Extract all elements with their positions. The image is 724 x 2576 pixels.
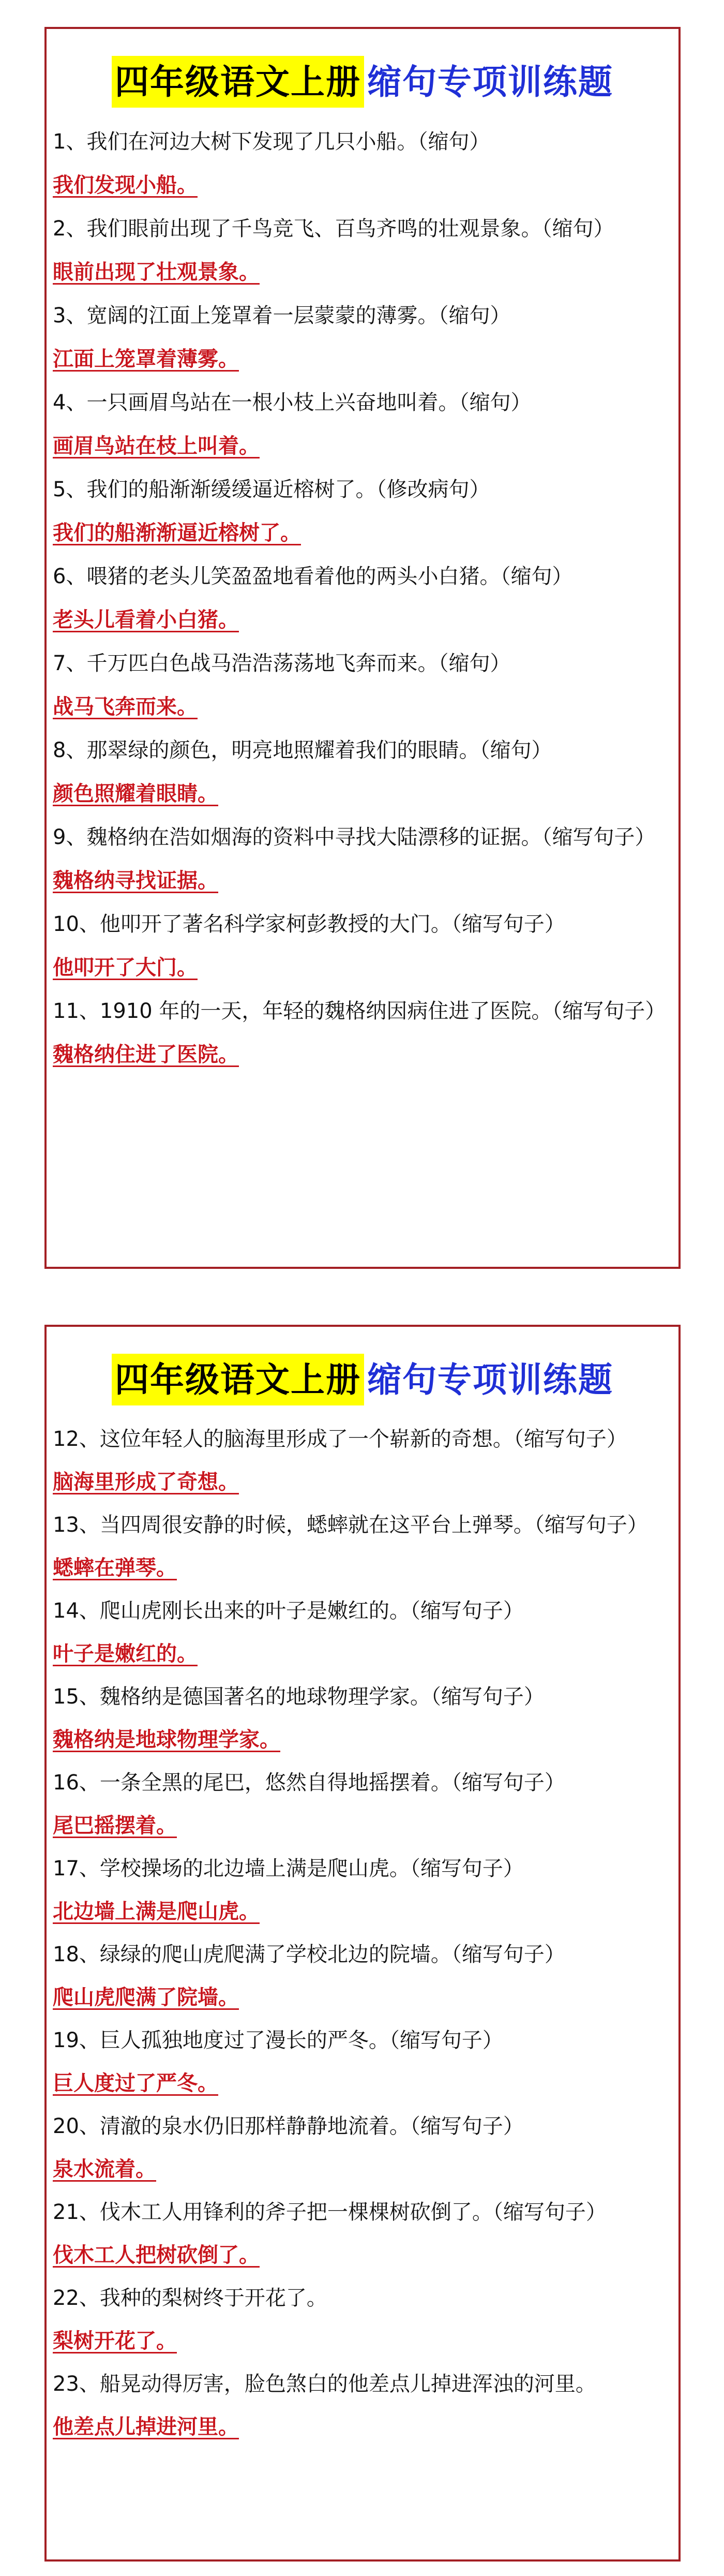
question-7: 7、千万匹白色战马浩浩荡荡地飞奔而来。（缩句） — [53, 652, 511, 675]
question-14: 14、爬山虎刚长出来的叶子是嫩红的。（缩写句子） — [53, 1599, 524, 1623]
question-19: 19、巨人孤独地度过了漫长的严冬。（缩写句子） — [53, 2029, 503, 2052]
question-4: 4、一只画眉鸟站在一根小枝上兴奋地叫着。（缩句） — [53, 391, 532, 414]
question-21: 21、伐木工人用锋利的斧子把一棵棵树砍倒了。（缩写句子） — [53, 2200, 607, 2224]
exercise-item-9 — [53, 816, 670, 902]
exercise-item-23 — [53, 2363, 670, 2449]
exercise-item-12 — [53, 1418, 670, 1504]
worksheet-page-1 — [44, 27, 681, 1269]
answer-6: 老头儿看着小白猪。 — [53, 608, 239, 632]
page-title — [47, 1354, 678, 1405]
exercise-item-4 — [53, 381, 670, 468]
question-18: 18、绿绿的爬山虎爬满了学校北边的院墙。（缩写句子） — [53, 1943, 565, 1966]
exercise-item-14 — [53, 1590, 670, 1676]
answer-12: 脑海里形成了奇想。 — [53, 1470, 239, 1494]
question-8: 8、那翠绿的颜色，明亮地照耀着我们的眼睛。（缩句） — [53, 738, 552, 762]
page-title — [47, 56, 678, 108]
answer-13: 蟋蟀在弹琴。 — [53, 1556, 177, 1580]
exercise-item-6 — [53, 555, 670, 642]
answer-4: 画眉鸟站在枝上叫着。 — [53, 434, 260, 458]
exercise-item-20 — [53, 2105, 670, 2191]
answer-1: 我们发现小船。 — [53, 173, 198, 197]
answer-8: 颜色照耀着眼睛。 — [53, 782, 218, 806]
answer-14: 叶子是嫩红的。 — [53, 1642, 198, 1666]
exercise-item-11 — [53, 989, 670, 1076]
answer-17: 北边墙上满是爬山虎。 — [53, 1900, 260, 1923]
question-6: 6、喂猪的老头儿笑盈盈地看着他的两头小白猪。（缩句） — [53, 565, 573, 588]
exercise-item-7 — [53, 642, 670, 729]
question-15: 15、魏格纳是德国著名的地球物理学家。（缩写句子） — [53, 1685, 545, 1709]
exercise-item-10 — [53, 902, 670, 989]
worksheet-page-2 — [44, 1325, 681, 2562]
question-20: 20、清澈的泉水仍旧那样静静地流着。（缩写句子） — [53, 2114, 524, 2138]
question-3: 3、宽阔的江面上笼罩着一层蒙蒙的薄雾。（缩句） — [53, 304, 511, 328]
question-2: 2、我们眼前出现了千鸟竞飞、百鸟齐鸣的壮观景象。（缩句） — [53, 217, 614, 241]
answer-23: 他差点儿掉进河里。 — [53, 2415, 239, 2439]
answer-2: 眼前出现了壮观景象。 — [53, 260, 260, 284]
exercise-item-8 — [53, 729, 670, 816]
answer-16: 尾巴摇摆着。 — [53, 1814, 177, 1838]
answer-22: 梨树开花了。 — [53, 2329, 177, 2353]
question-16: 16、一条全黑的尾巴，悠然自得地摇摆着。（缩写句子） — [53, 1771, 565, 1795]
title-rest: 缩句专项训练题 — [367, 62, 613, 102]
exercise-item-16 — [53, 1761, 670, 1847]
exercise-item-3 — [53, 294, 670, 381]
exercise-item-18 — [53, 1933, 670, 2019]
question-5: 5、我们的船渐渐缓缓逼近榕树了。（修改病句） — [53, 478, 490, 501]
exercise-item-19 — [53, 2019, 670, 2105]
question-10: 10、他叩开了著名科学家柯彭教授的大门。（缩写句子） — [53, 912, 565, 936]
answer-10: 他叩开了大门。 — [53, 956, 198, 980]
answer-5: 我们的船渐渐逼近榕树了。 — [53, 521, 301, 545]
answer-19: 巨人度过了严冬。 — [53, 2071, 218, 2095]
answer-15: 魏格纳是地球物理学家。 — [53, 1728, 280, 1752]
title-rest: 缩句专项训练题 — [367, 1359, 613, 1400]
answer-3: 江面上笼罩着薄雾。 — [53, 347, 239, 371]
exercise-item-13 — [53, 1504, 670, 1590]
exercise-item-22 — [53, 2277, 670, 2363]
question-17: 17、学校操场的北边墙上满是爬山虎。（缩写句子） — [53, 1857, 524, 1881]
question-1: 1、我们在河边大树下发现了几只小船。（缩句） — [53, 130, 490, 154]
answer-20: 泉水流着。 — [53, 2157, 156, 2181]
exercise-item-21 — [53, 2191, 670, 2277]
answer-21: 伐木工人把树砍倒了。 — [53, 2243, 260, 2267]
exercise-list — [53, 1418, 670, 2449]
question-13: 13、当四周很安静的时候，蟋蟀就在这平台上弹琴。（缩写句子） — [53, 1513, 648, 1537]
answer-18: 爬山虎爬满了院墙。 — [53, 1986, 239, 2009]
answer-9: 魏格纳寻找证据。 — [53, 869, 218, 893]
question-9: 9、魏格纳在浩如烟海的资料中寻找大陆漂移的证据。（缩写句子） — [53, 825, 656, 849]
question-12: 12、这位年轻人的脑海里形成了一个崭新的奇想。（缩写句子） — [53, 1427, 627, 1451]
exercise-item-1 — [53, 120, 670, 207]
exercise-item-5 — [53, 468, 670, 555]
exercise-list — [53, 120, 670, 1076]
answer-11: 魏格纳住进了医院。 — [53, 1043, 239, 1067]
answer-7: 战马飞奔而来。 — [53, 695, 198, 719]
question-23: 23、船晃动得厉害，脸色煞白的他差点儿掉进浑浊的河里。 — [53, 2372, 596, 2396]
question-11: 11、1910 年的一天，年轻的魏格纳因病住进了医院。（缩写句子） — [53, 999, 666, 1023]
question-22: 22、我种的梨树终于开花了。 — [53, 2286, 327, 2310]
exercise-item-2 — [53, 207, 670, 294]
title-highlight: 四年级语文上册 — [112, 1354, 364, 1405]
title-highlight: 四年级语文上册 — [112, 56, 364, 108]
exercise-item-17 — [53, 1847, 670, 1933]
exercise-item-15 — [53, 1676, 670, 1761]
